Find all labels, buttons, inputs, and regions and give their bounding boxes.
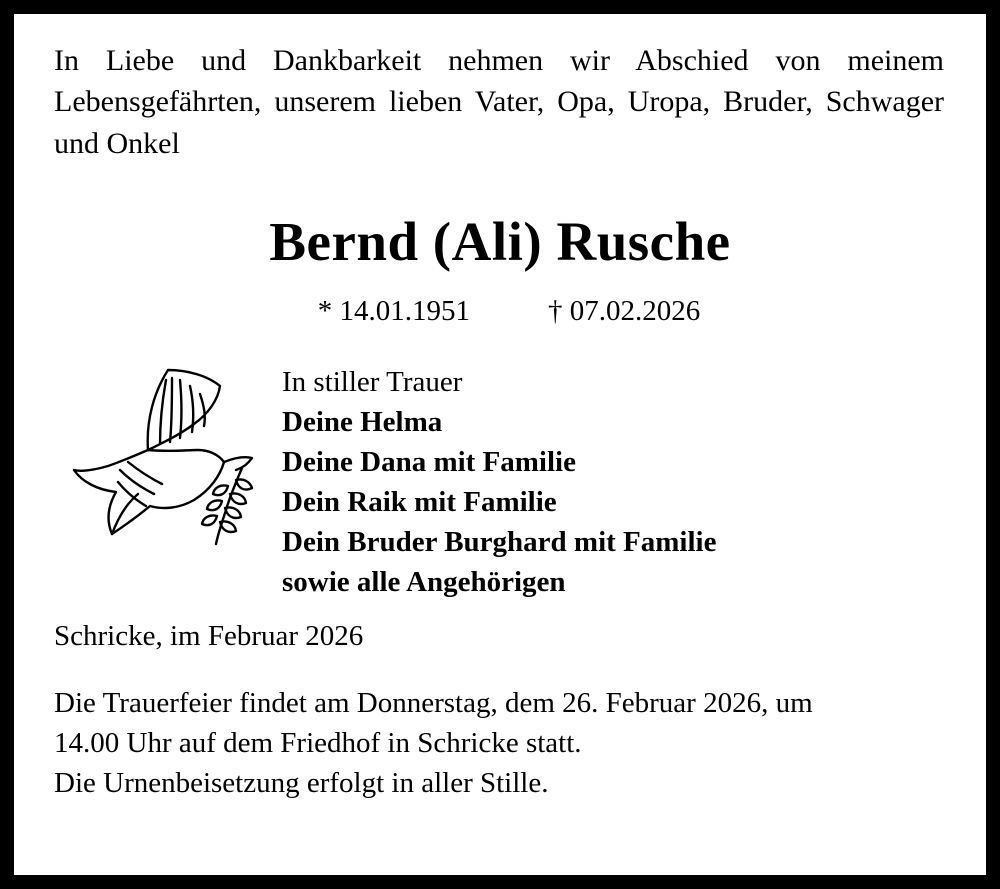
- ceremony-line-3: Die Urnenbeisetzung erfolgt in aller Stille.: [54, 767, 549, 800]
- mourner-0: Deine Helma: [282, 406, 443, 439]
- birth-date: * 14.01.1951: [317, 295, 470, 328]
- mourning-section: [50, 348, 950, 602]
- deceased-name: Bernd (Ali) Rusche: [269, 211, 731, 273]
- mourning-intro: In stiller Trauer: [282, 366, 463, 399]
- intro-text: In Liebe und Dankbarkeit nehmen wir Abschied von meinem Lebensgefährten, unserem lieben Vater, Opa, Uropa, Bruder, Schwager und Onkel: [54, 44, 944, 160]
- ceremony-line-1: Die Trauerfeier findet am Donnerstag, dem 26. Februar 2026, um: [54, 687, 813, 720]
- ceremony-details: [54, 683, 942, 803]
- life-dates: [50, 295, 950, 328]
- mourner-4: sowie alle Angehörigen: [282, 566, 566, 599]
- mourner-2: Dein Raik mit Familie: [282, 486, 557, 519]
- death-date: † 07.02.2026: [548, 295, 701, 328]
- dove-icon: [50, 348, 282, 563]
- place-and-date: Schricke, im Februar 2026: [54, 620, 364, 653]
- ceremony-line-2: 14.00 Uhr auf dem Friedhof in Schricke statt.: [54, 727, 582, 760]
- mourners-list: [282, 348, 950, 602]
- mourner-1: Deine Dana mit Familie: [282, 446, 576, 479]
- mourner-3: Dein Bruder Burghard mit Familie: [282, 526, 717, 559]
